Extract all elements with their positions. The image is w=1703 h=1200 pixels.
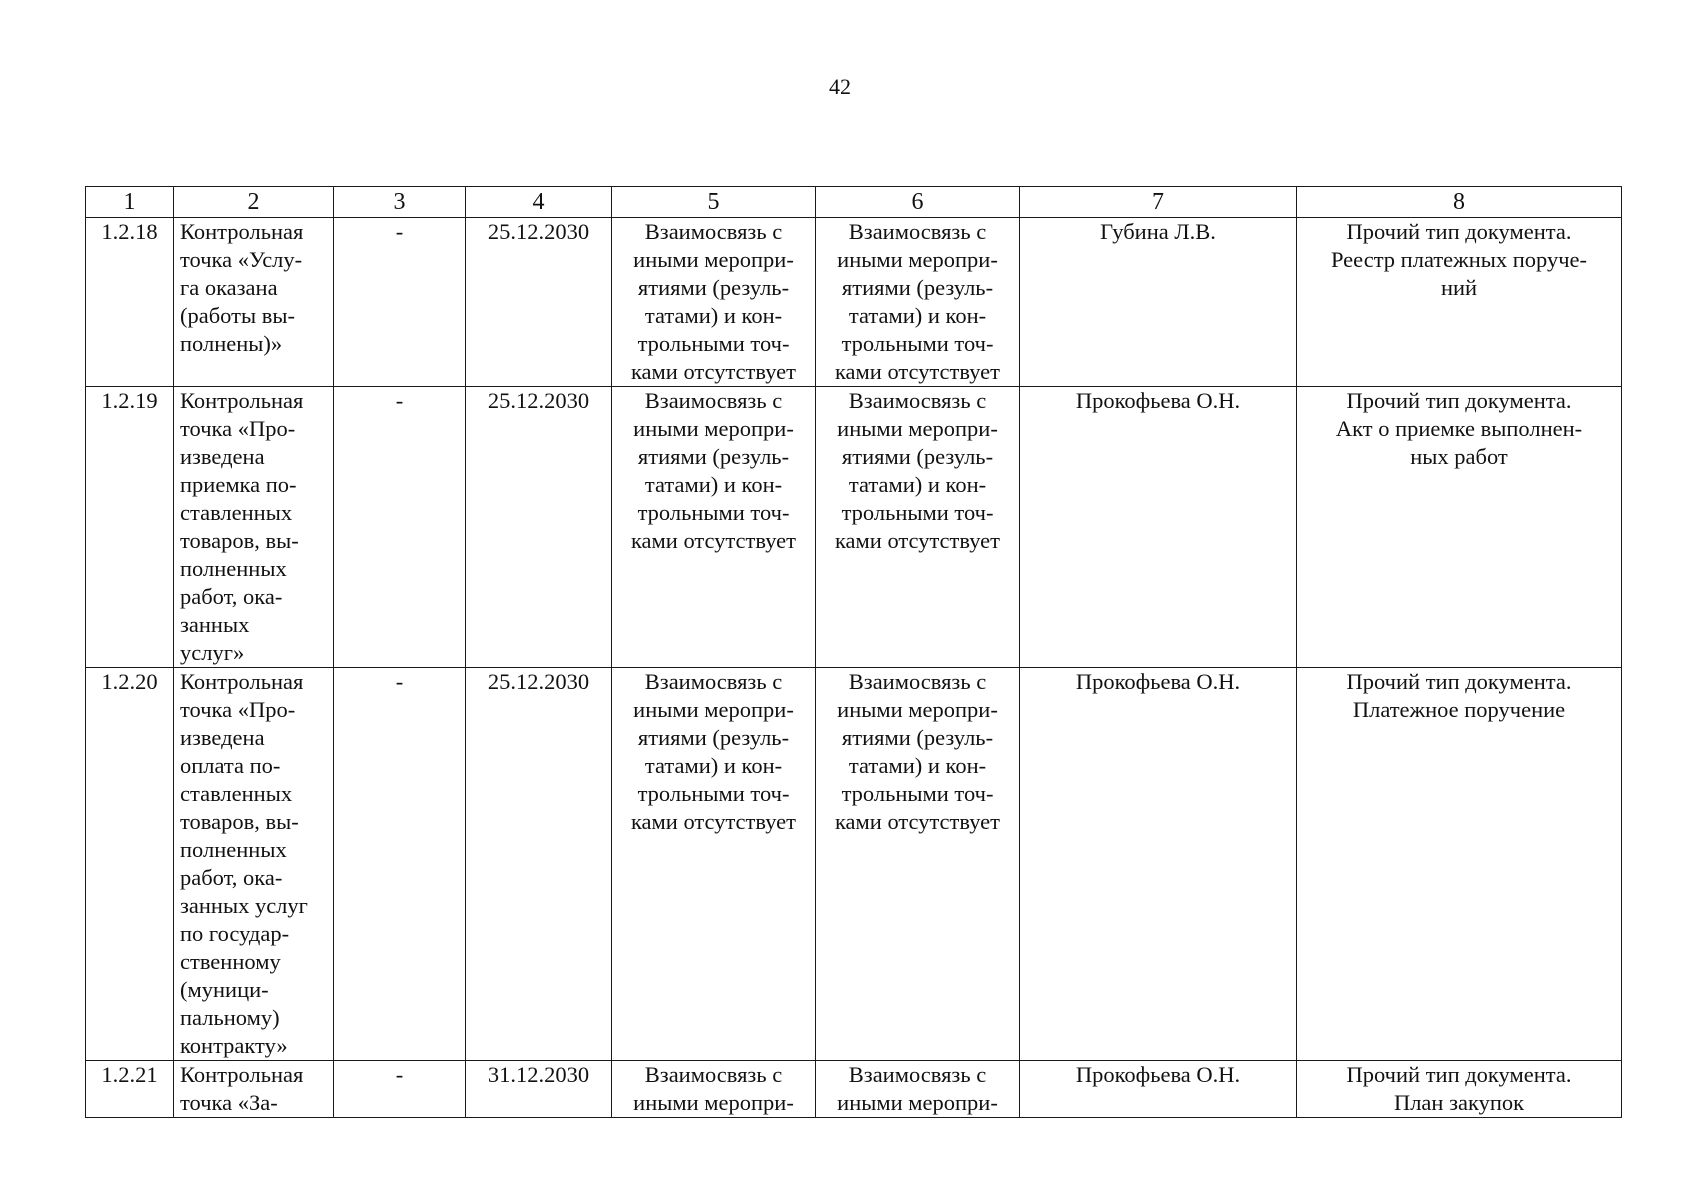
control-point-name-text: Контрольная точка «Про- изведена оплата по- ставленных товаров, вы- полненных работ, ока- занных услуг по государ- ственному (муници- пальному) контракту» — [180, 669, 308, 1058]
relation-text: Взаимосвязь с иными меропри- ятиями (резуль- татами) и кон- трольными точ- ками отсутствует — [630, 669, 797, 834]
column-header: 5 — [612, 187, 816, 218]
relation-text: Взаимосвязь с иными меропри- ятиями (резуль- татами) и кон- трольными точ- ками отсутствует — [630, 388, 797, 553]
control-point-name — [174, 387, 334, 668]
column-header: 2 — [174, 187, 334, 218]
control-point-name-text: Контрольная точка «За- — [180, 1062, 304, 1115]
responsible-person: Прокофьева О.Н. — [1020, 387, 1297, 668]
control-point-name — [174, 1061, 334, 1118]
column-header: 4 — [466, 187, 612, 218]
control-point-name — [174, 668, 334, 1061]
page-number: 42 — [829, 74, 851, 99]
document-type-text: Прочий тип документа. План закупок — [1346, 1062, 1572, 1115]
column-header: 1 — [86, 187, 174, 218]
control-points-table — [85, 186, 1622, 1118]
document-type — [1297, 1061, 1622, 1118]
table-row — [86, 668, 1622, 1061]
document-type-text: Прочий тип документа. Платежное поручение — [1346, 669, 1572, 722]
responsible-person-text: Прокофьева О.Н. — [1075, 1062, 1241, 1087]
relation-predecessors — [612, 668, 816, 1061]
column-header: 6 — [816, 187, 1020, 218]
row-number — [86, 1061, 174, 1118]
document-type-text: Прочий тип документа. Акт о приемке выполнен- ных работ — [1335, 388, 1583, 469]
document-type — [1297, 218, 1622, 387]
control-point-name-text: Контрольная точка «Услу- га оказана (работы вы- полнены)» — [180, 219, 304, 356]
relation-text: Взаимосвязь с иными меропри- ятиями (резуль- татами) и кон- трольными точ- ками отсутствует — [834, 219, 1001, 384]
relation-successors — [816, 387, 1020, 668]
relation-predecessors — [612, 1061, 816, 1118]
column-header: 7 — [1020, 187, 1297, 218]
control-point-name — [174, 218, 334, 387]
relation-text: Взаимосвязь с иными меропри- — [633, 1062, 794, 1115]
relation-text: Взаимосвязь с иными меропри- ятиями (резуль- татами) и кон- трольными точ- ками отсутствует — [834, 388, 1001, 553]
responsible-person — [1020, 1061, 1297, 1118]
responsible-person: Прокофьева О.Н. — [1020, 668, 1297, 1061]
deadline-date: 25.12.2030 — [466, 387, 612, 668]
control-point-name-text: Контрольная точка «Про- изведена приемка по- ставленных товаров, вы- полненных работ, ока- занных услуг» — [180, 388, 304, 665]
deadline-date: 25.12.2030 — [466, 218, 612, 387]
row-number: 1.2.20 — [86, 668, 174, 1061]
relation-predecessors — [612, 218, 816, 387]
column-header: 8 — [1297, 187, 1622, 218]
responsible-person: Губина Л.В. — [1020, 218, 1297, 387]
column-header: 3 — [334, 187, 466, 218]
document-type-text: Прочий тип документа. Реестр платежных поруче- ний — [1330, 219, 1588, 300]
relation-successors — [816, 668, 1020, 1061]
relation-predecessors — [612, 387, 816, 668]
row-number: 1.2.19 — [86, 387, 174, 668]
row-number: 1.2.18 — [86, 218, 174, 387]
column-3-value: - — [334, 387, 466, 668]
column-3-text: - — [395, 1062, 404, 1087]
table-row — [86, 1061, 1622, 1118]
relation-successors — [816, 218, 1020, 387]
relation-text: Взаимосвязь с иными меропри- ятиями (резуль- татами) и кон- трольными точ- ками отсутствует — [834, 669, 1001, 834]
row-number-text: 1.2.21 — [101, 1062, 158, 1087]
deadline-date: 25.12.2030 — [466, 668, 612, 1061]
relation-text: Взаимосвязь с иными меропри- ятиями (резуль- татами) и кон- трольными точ- ками отсутствует — [630, 219, 797, 384]
header-row — [86, 187, 1622, 218]
relation-successors — [816, 1061, 1020, 1118]
document-type — [1297, 387, 1622, 668]
column-3-value: - — [334, 668, 466, 1061]
document-type — [1297, 668, 1622, 1061]
table-row — [86, 218, 1622, 387]
column-3-value — [334, 1061, 466, 1118]
deadline-date — [466, 1061, 612, 1118]
relation-text: Взаимосвязь с иными меропри- — [837, 1062, 998, 1115]
column-3-value: - — [334, 218, 466, 387]
deadline-date-text: 31.12.2030 — [487, 1062, 590, 1087]
table-row — [86, 387, 1622, 668]
